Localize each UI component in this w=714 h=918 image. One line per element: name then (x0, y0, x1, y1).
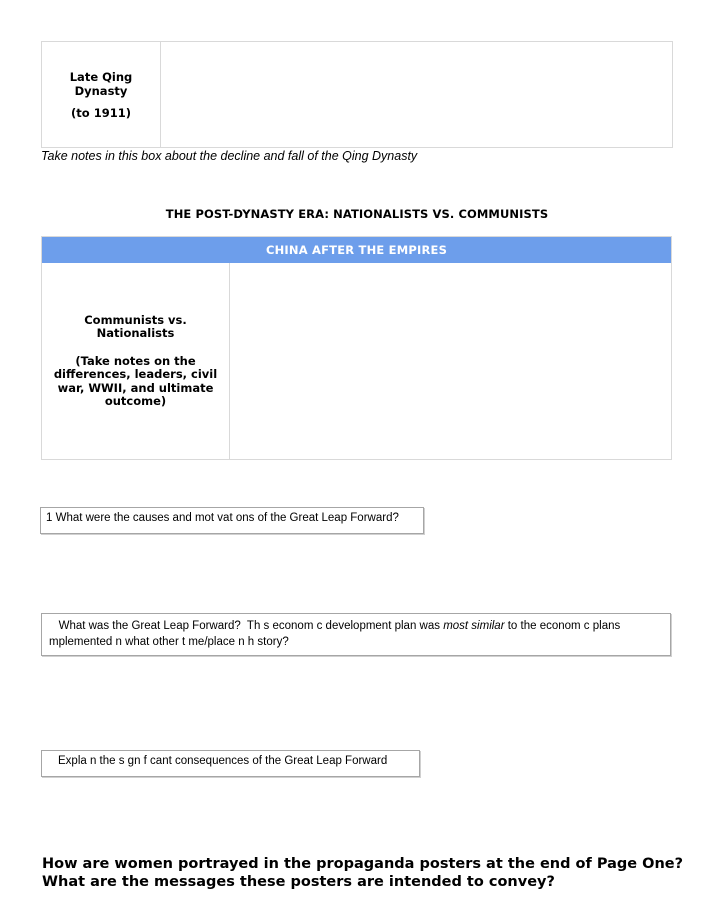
qing-label-cell (42, 42, 161, 147)
qing-notes-area[interactable] (161, 42, 672, 147)
final-question: How are women portrayed in the propaganda posters at the end of Page One? What are the messages these posters are intended to convey? (42, 856, 684, 890)
communists-nationalists-notes-area[interactable] (230, 263, 671, 459)
qing-note-instruction: Take notes in this box about the decline and fall of the Qing Dynasty (41, 149, 418, 163)
qing-label-dates: (to 1911) (71, 105, 131, 120)
notes-instructions: (Take notes on the differences, leaders, civil war, WWII, and ultimate outcome) (53, 353, 218, 408)
question-1-box (40, 507, 424, 534)
section-title: THE POST-DYNASTY ERA: NATIONALISTS VS. COMMUNISTS (165, 207, 549, 221)
question-3-box (41, 750, 420, 777)
question-2-emphasis: most similar (443, 620, 505, 632)
question-3-text: Expla n the s gn f cant consequences of the Great Leap Forward (58, 755, 388, 767)
question-1-text: 1 What were the causes and mot vat ons of the Great Leap Forward? (46, 512, 399, 524)
table-header: CHINA AFTER THE EMPIRES (42, 237, 671, 263)
question-2-text-part1: What was the Great Leap Forward? Th s econom c development plan was (49, 620, 444, 632)
qing-label-title: Late Qing Dynasty (69, 69, 133, 98)
communists-vs-nationalists-title: Communists vs. Nationalists (84, 312, 187, 340)
communists-nationalists-label-cell (42, 263, 230, 459)
question-2-text-part2: to the econom c plans mplemented n what other t me/place n h story? (49, 620, 621, 648)
china-after-empires-table (41, 236, 672, 460)
table-row (42, 263, 671, 459)
qing-table (41, 41, 673, 148)
question-2-box (41, 613, 671, 656)
